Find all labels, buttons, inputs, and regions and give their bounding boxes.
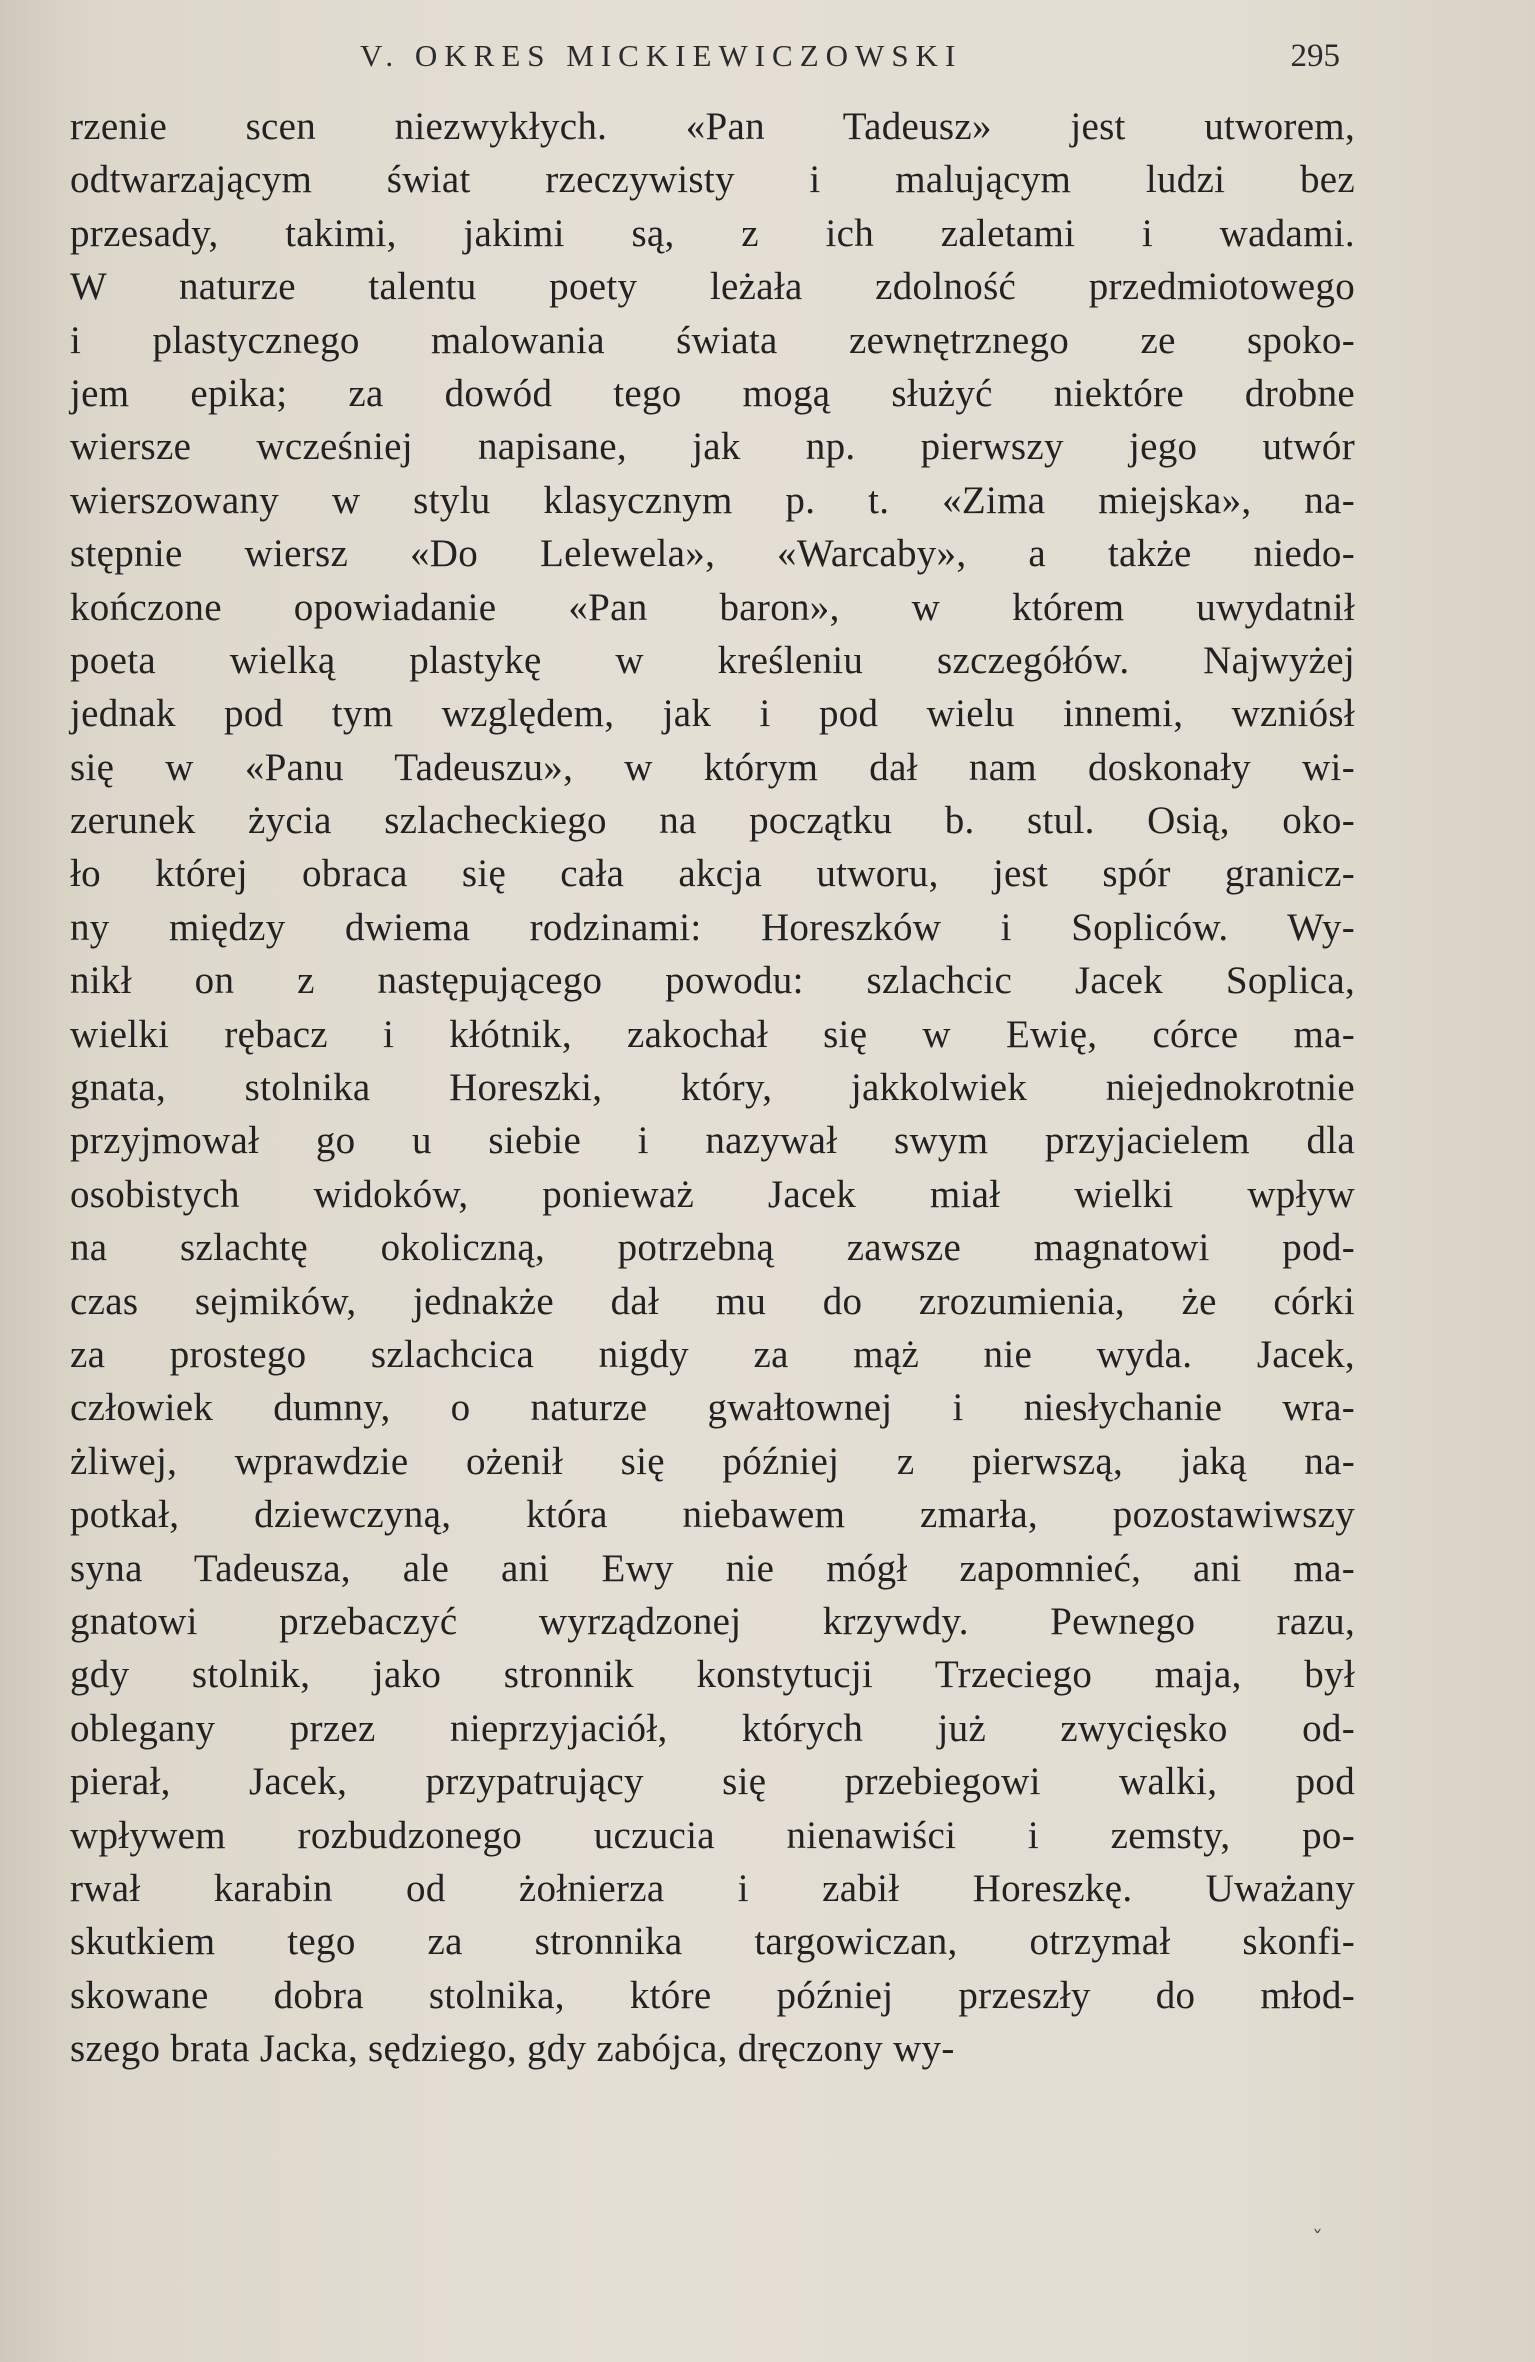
text-line: wpływem rozbudzonego uczucia nienawiści i zemsty, po- bbox=[70, 1813, 1355, 1857]
text-line: jem epika; za dowód tego mogą służyć niektóre drobne bbox=[70, 371, 1355, 415]
text-line: i plastycznego malowania świata zewnętrznego ze spoko- bbox=[70, 318, 1355, 362]
text-line: osobistych widoków, ponieważ Jacek miał wielki wpływ bbox=[70, 1172, 1355, 1216]
text-line: stępnie wiersz «Do Lelewela», «Warcaby», a także niedo- bbox=[70, 532, 1355, 576]
body-text bbox=[70, 100, 1355, 2075]
text-line: przesady, takimi, jakimi są, z ich zaletami i wadami. bbox=[70, 211, 1355, 255]
text-line: kończone opowiadanie «Pan baron», w którem uwydatnił bbox=[70, 585, 1355, 629]
text-line: wielki rębacz i kłótnik, zakochał się w Ewię, córce ma- bbox=[70, 1012, 1355, 1056]
text-line: wierszowany w stylu klasycznym p. t. «Zima miejska», na- bbox=[70, 478, 1355, 522]
text-line: ło której obraca się cała akcja utworu, jest spór granicz- bbox=[70, 852, 1355, 896]
text-line: na szlachtę okoliczną, potrzebną zawsze magnatowi pod- bbox=[70, 1226, 1355, 1270]
running-head bbox=[360, 38, 1340, 88]
text-line: pierał, Jacek, przypatrujący się przebiegowi walki, pod bbox=[70, 1760, 1355, 1804]
text-line: zerunek życia szlacheckiego na początku b. stul. Osią, oko- bbox=[70, 799, 1355, 843]
text-line: syna Tadeusza, ale ani Ewy nie mógł zapomnieć, ani ma- bbox=[70, 1546, 1355, 1590]
text-line: wiersze wcześniej napisane, jak np. pierwszy jego utwór bbox=[70, 425, 1355, 469]
text-line: za prostego szlachcica nigdy za mąż nie wyda. Jacek, bbox=[70, 1332, 1355, 1376]
text-line: skowane dobra stolnika, które później przeszły do młod- bbox=[70, 1973, 1355, 2017]
text-line: człowiek dumny, o naturze gwałtownej i niesłychanie wra- bbox=[70, 1386, 1355, 1430]
text-line: czas sejmików, jednakże dał mu do zrozumienia, że córki bbox=[70, 1279, 1355, 1323]
text-line: oblegany przez nieprzyjaciół, których już zwycięsko od- bbox=[70, 1706, 1355, 1750]
text-line: gnata, stolnika Horeszki, który, jakkolwiek niejednokrotnie bbox=[70, 1066, 1355, 1110]
text-line: gnatowi przebaczyć wyrządzonej krzywdy. Pewnego razu, bbox=[70, 1599, 1355, 1643]
page-number: 295 bbox=[1290, 38, 1340, 74]
text-line: odtwarzającym świat rzeczywisty i malującym ludzi bez bbox=[70, 158, 1355, 202]
text-line: ny między dwiema rodzinami: Horeszków i Sopliców. Wy- bbox=[70, 905, 1355, 949]
text-line: jednak pod tym względem, jak i pod wielu innemi, wzniósł bbox=[70, 692, 1355, 736]
text-line: gdy stolnik, jako stronnik konstytucji Trzeciego maja, był bbox=[70, 1653, 1355, 1697]
text-line: potkał, dziewczyną, która niebawem zmarła, pozostawiwszy bbox=[70, 1493, 1355, 1537]
text-line: szego brata Jacka, sędziego, gdy zabójca, dręczony wy- bbox=[70, 2027, 955, 2071]
text-line: rzenie scen niezwykłych. «Pan Tadeusz» jest utworem, bbox=[70, 105, 1355, 148]
text-line: się w «Panu Tadeuszu», w którym dał nam doskonały wi- bbox=[70, 745, 1355, 789]
text-line: skutkiem tego za stronnika targowiczan, otrzymał skonfi- bbox=[70, 1920, 1355, 1964]
text-line: nikł on z następującego powodu: szlachcic Jacek Soplica, bbox=[70, 959, 1355, 1003]
text-line: przyjmował go u siebie i nazywał swym przyjacielem dla bbox=[70, 1119, 1355, 1163]
running-title: V. OKRES MICKIEWICZOWSKI bbox=[360, 38, 963, 73]
text-line: rwał karabin od żołnierza i zabił Horeszkę. Uważany bbox=[70, 1866, 1355, 1910]
text-line: żliwej, wprawdzie ożenił się później z pierwszą, jaką na- bbox=[70, 1439, 1355, 1483]
print-mark: ˇ bbox=[1312, 2228, 1323, 2253]
text-line: W naturze talentu poety leżała zdolność przedmiotowego bbox=[70, 265, 1355, 309]
text-line: poeta wielką plastykę w kreśleniu szczegółów. Najwyżej bbox=[70, 638, 1355, 682]
